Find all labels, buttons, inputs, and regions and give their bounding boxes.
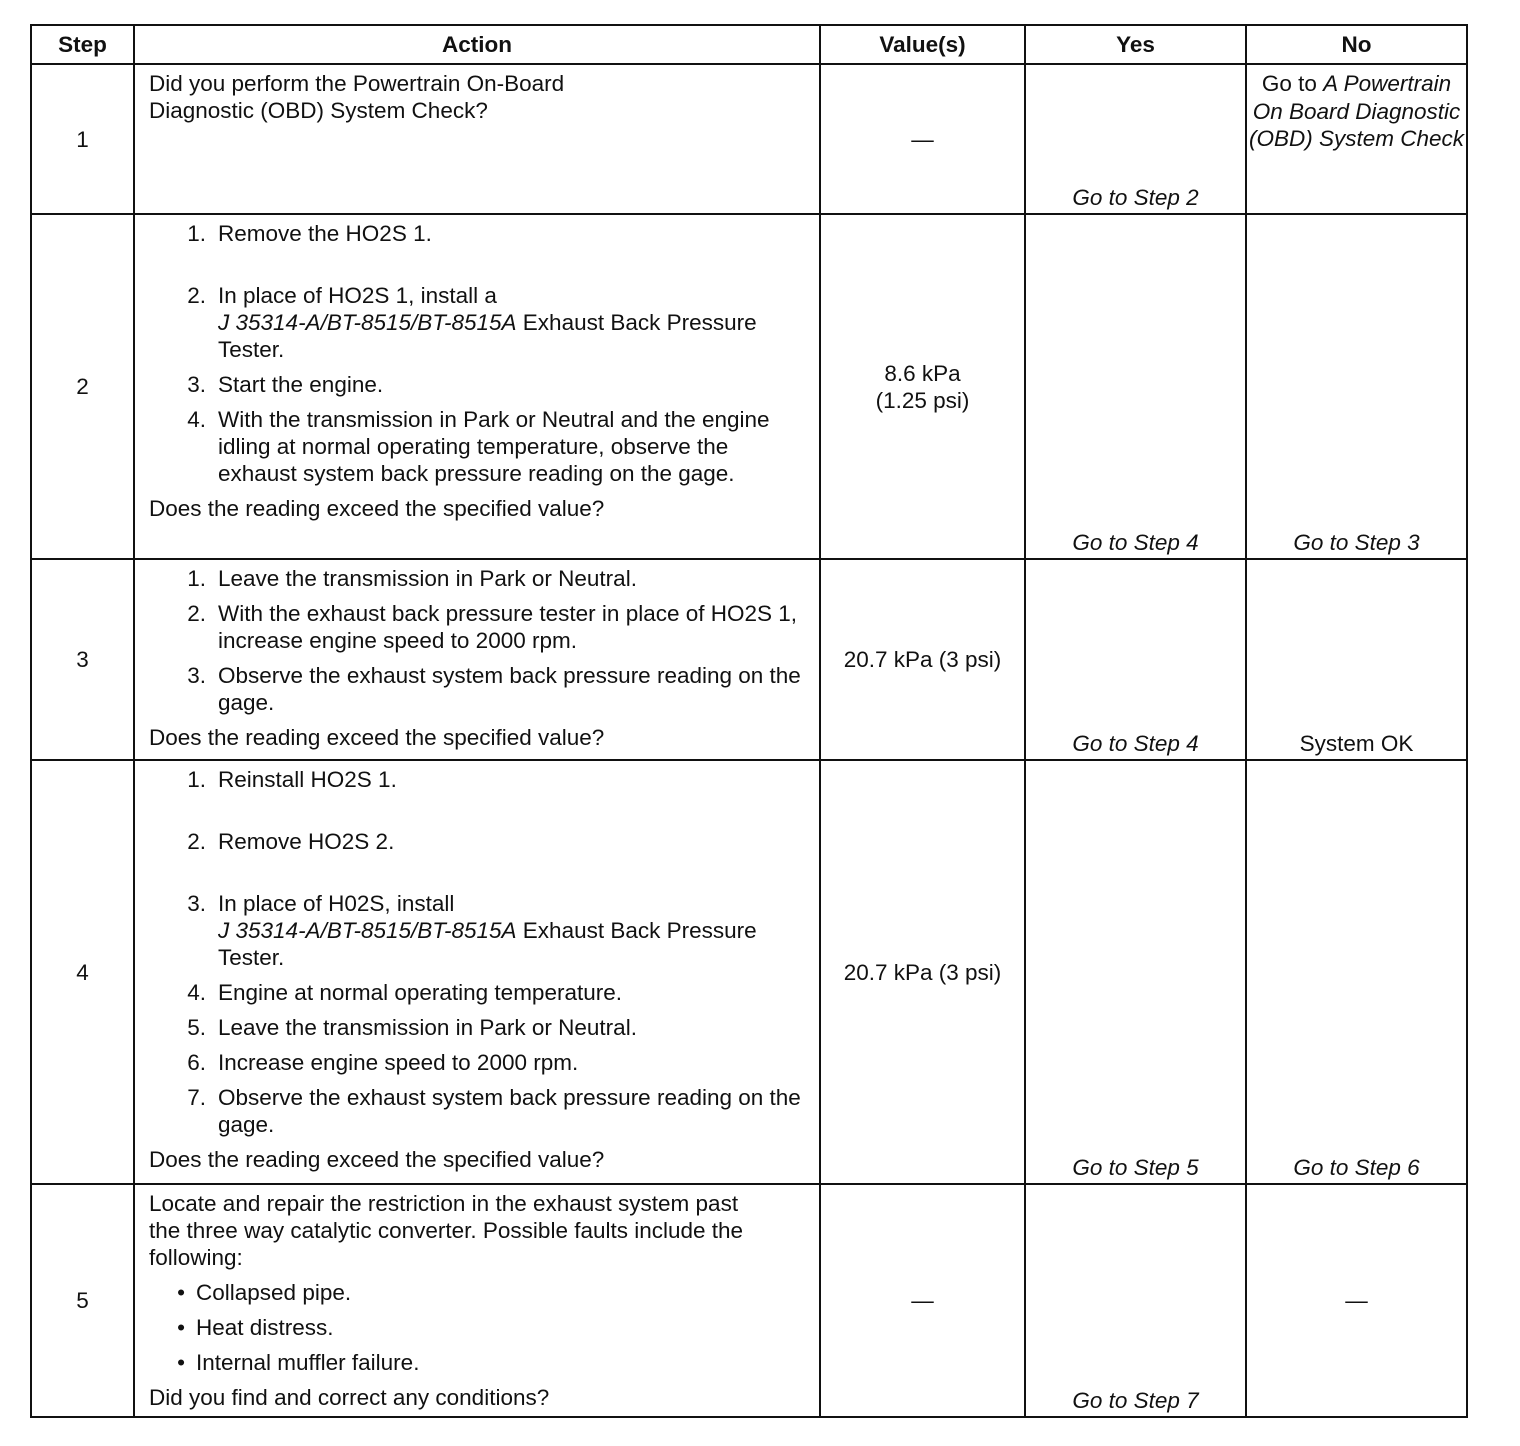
- action-steps: [149, 565, 805, 716]
- value-cell: [820, 214, 1025, 559]
- item-text: Reinstall HO2S 1.: [218, 767, 397, 792]
- list-item: [149, 565, 805, 592]
- item-number: 1 .: [149, 766, 206, 793]
- table-row-step-3: [31, 559, 1467, 760]
- item-number: 4 .: [149, 979, 206, 1006]
- action-question: Did you find and correct any conditions?: [149, 1385, 550, 1410]
- header-row: [31, 25, 1467, 64]
- list-item: [149, 220, 805, 247]
- item-text: Remove the HO2S 1.: [218, 221, 432, 246]
- item-number: 3 .: [149, 662, 206, 716]
- item-number: 1 .: [149, 220, 206, 247]
- header-step: Step: [31, 25, 134, 64]
- list-item: • Collapsed pipe.: [177, 1280, 352, 1305]
- step-number: 1: [31, 64, 134, 214]
- diagnostic-table: [30, 24, 1468, 1418]
- item-text-b: Exhaust Back Pressure Tester.: [218, 310, 757, 362]
- item-text: Remove HO2S 2.: [218, 829, 395, 854]
- item-text: Heat distress.: [196, 1315, 334, 1340]
- item-number: 6 .: [149, 1049, 206, 1076]
- action-cell: [134, 760, 820, 1184]
- item-text: With the exhaust back pressure tester in place of HO2S 1, increase engine speed to 2000 rpm.: [218, 601, 798, 653]
- item-text: [206, 890, 805, 971]
- list-item: [149, 1049, 805, 1076]
- value-cell: —: [820, 1184, 1025, 1417]
- header-yes: Yes: [1025, 25, 1246, 64]
- item-number: 2 .: [149, 282, 206, 363]
- action-steps: [149, 766, 805, 1138]
- no-result: Go to Step 6: [1246, 760, 1467, 1184]
- tool-reference: J 35314-A/BT-8515/BT-8515A: [218, 918, 517, 943]
- list-item: • Heat distress.: [177, 1315, 334, 1340]
- action-cell: [134, 214, 820, 559]
- value-line-1: 8.6 kPa: [884, 360, 961, 386]
- list-item: [149, 600, 805, 654]
- item-text: Engine at normal operating temperature.: [218, 980, 622, 1005]
- list-item: • Internal muffler failure.: [177, 1350, 420, 1375]
- tool-reference: J 35314-A/BT-8515/BT-8515A: [218, 310, 517, 335]
- no-result: —: [1246, 1184, 1467, 1417]
- item-text: Start the engine.: [218, 372, 384, 397]
- list-item: [149, 890, 805, 971]
- step-number: 4: [31, 760, 134, 1184]
- table-row-step-5: [31, 1184, 1467, 1417]
- action-cell: [134, 1184, 820, 1417]
- action-question: Does the reading exceed the specified value?: [149, 725, 605, 750]
- value-cell: 20.7 kPa (3 psi): [820, 760, 1025, 1184]
- yes-result: Go to Step 5: [1025, 760, 1246, 1184]
- action-question: Does the reading exceed the specified value?: [149, 1147, 605, 1172]
- action-steps: [149, 220, 805, 487]
- list-item: [149, 1014, 805, 1041]
- list-item: [149, 828, 805, 855]
- yes-result: Go to Step 7: [1025, 1184, 1246, 1417]
- item-text: Observe the exhaust system back pressure reading on the gage.: [218, 663, 801, 715]
- action-cell: [134, 559, 820, 760]
- action-question: Does the reading exceed the specified value?: [149, 496, 605, 521]
- value-dash: —: [911, 126, 934, 152]
- list-item: [149, 282, 805, 363]
- item-text-a: In place of H02S, install: [218, 891, 455, 916]
- item-text: Observe the exhaust system back pressure reading on the gage.: [218, 1085, 801, 1137]
- item-text: Leave the transmission in Park or Neutral.: [218, 1015, 637, 1040]
- no-result: System OK: [1246, 559, 1467, 760]
- item-text: Increase engine speed to 2000 rpm.: [218, 1050, 579, 1075]
- table-row-step-1: [31, 64, 1467, 214]
- no-result: [1246, 64, 1467, 214]
- list-item: [149, 979, 805, 1006]
- header-action: Action: [134, 25, 820, 64]
- no-prefix: Go to: [1261, 71, 1324, 96]
- item-text-a: In place of HO2S 1, install a: [218, 283, 497, 308]
- step-number: 3: [31, 559, 134, 760]
- action-intro: Locate and repair the restriction in the exhaust system past the three way catalytic converter. Possible faults include the following:: [149, 1191, 744, 1270]
- item-text: With the transmission in Park or Neutral and the engine idling at normal operating temperature, observe the exhaust system back pressure reading on the gage.: [218, 407, 770, 486]
- item-number: 5 .: [149, 1014, 206, 1041]
- item-number: 7 .: [149, 1084, 206, 1138]
- item-text-b: Exhaust Back Pressure Tester.: [218, 918, 757, 970]
- no-result: Go to Step 3: [1246, 214, 1467, 559]
- list-item: [149, 371, 805, 398]
- item-number: 3 .: [149, 890, 206, 971]
- list-item: [149, 766, 805, 793]
- no-reference: A Powertrain On Board Diagnostic (OBD) System Check: [1248, 71, 1465, 151]
- step-number: 5: [31, 1184, 134, 1417]
- item-number: 3 .: [149, 371, 206, 398]
- value-line-2: (1.25 psi): [875, 387, 970, 413]
- value-cell: [820, 64, 1025, 214]
- table-row-step-4: [31, 760, 1467, 1184]
- table-row-step-2: [31, 214, 1467, 559]
- fault-list: [149, 1279, 805, 1376]
- item-text: [206, 282, 805, 363]
- action-cell: [134, 64, 820, 214]
- item-number: 1 .: [149, 565, 206, 592]
- list-item: [149, 1084, 805, 1138]
- header-values: Value(s): [820, 25, 1025, 64]
- yes-result: Go to Step 4: [1025, 214, 1246, 559]
- item-text: Collapsed pipe.: [196, 1280, 352, 1305]
- item-number: 2 .: [149, 828, 206, 855]
- header-no: No: [1246, 25, 1467, 64]
- yes-result: Go to Step 2: [1025, 64, 1246, 214]
- list-item: [149, 406, 805, 487]
- item-number: 4 .: [149, 406, 206, 487]
- value-cell: 20.7 kPa (3 psi): [820, 559, 1025, 760]
- step-number: 2: [31, 214, 134, 559]
- yes-result: Go to Step 4: [1025, 559, 1246, 760]
- list-item: [149, 662, 805, 716]
- item-text: Leave the transmission in Park or Neutral.: [218, 566, 637, 591]
- item-text: Internal muffler failure.: [196, 1350, 420, 1375]
- action-question: Did you perform the Powertrain On-Board Diagnostic (OBD) System Check?: [149, 71, 565, 123]
- item-number: 2 .: [149, 600, 206, 654]
